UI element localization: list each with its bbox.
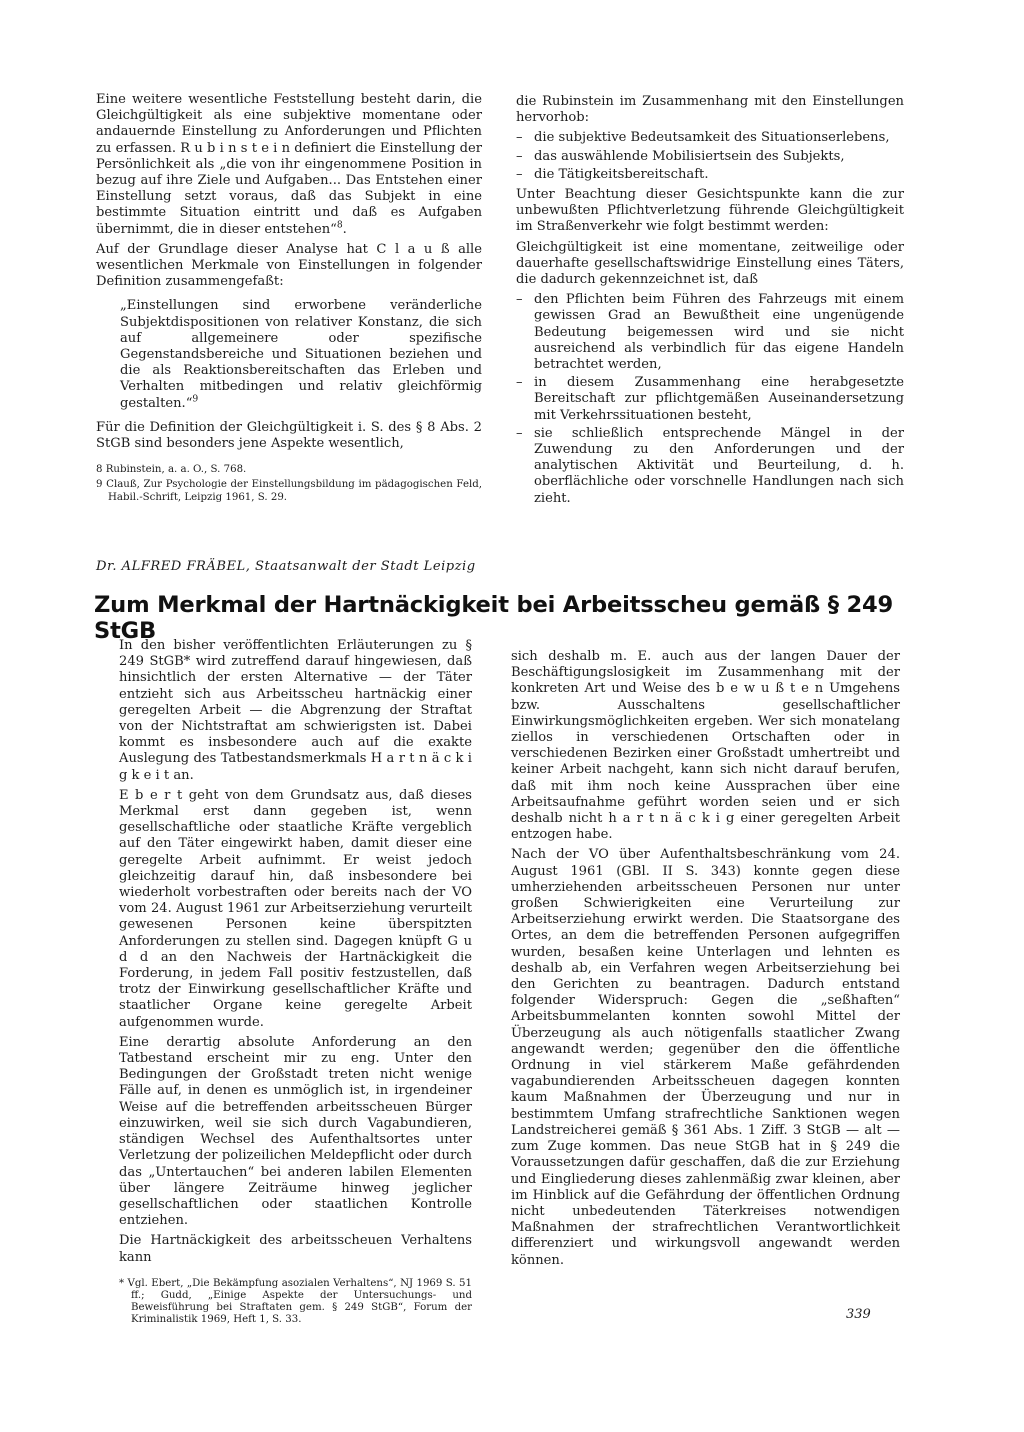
paragraph: Unter Beachtung dieser Gesichtspunkte kann die zur unbewußten Pflichtverletzung führende Gleichgültigkeit im Straßenverkehr wie folgt bestimmt werden: <box>516 187 904 235</box>
footnote: * Vgl. Ebert, „Die Bekämpfung asozialen Verhaltens“, NJ 1969 S. 51 ff.; Gudd, „Einige Aspekte der Untersuchungs- und Beweisführung bei Straftaten gem. § 249 StGB“, Forum der Kriminalistik 1969, Heft 1, S. 33. <box>119 1277 472 1326</box>
paragraph: In den bisher veröffentlichten Erläuterungen zu § 249 StGB* wird zutreffend darauf hingewiesen, daß hinsichtlich der ersten Alternative — der Täter entzieht sich aus Arbeitsscheu hartnäckig einer geregelten Arbeit — die Abgrenzung der Straftat von der Nichtstraftat am schwierigsten ist. Dabei kommt es insbesondere auch auf die exakte Auslegung des Tatbestandsmerkmals H a r t n ä c k i g k e i t an. <box>119 638 472 783</box>
list-item: – die Tätigkeitsbereitschaft. <box>516 167 904 183</box>
list-item: – in diesem Zusammenhang eine herabgesetzte Bereitschaft zur pflichtgemäßen Auseinandersetzung mit Verkehrssituationen besteht, <box>516 375 904 424</box>
page-number: 339 <box>846 1307 871 1322</box>
paragraph: Eine weitere wesentliche Feststellung besteht darin, die Gleichgültigkeit als eine subjektive momentane oder andauernde Einstellung zu Anforderungen und Pflichten zu erfassen. R u b i n s t e i n definiert die Einstellung der Persönlichkeit als „die von ihr eingenommene Position in bezug auf ihre Ziele und Aufgaben... Das Entstehen einer Einstellung setzt voraus, daß das Subjekt in eine bestimmte Situation eintritt und daß es Aufgaben übernimmt, die in dieser entstehen“$^8$. <box>96 92 482 237</box>
top-left-column <box>96 92 482 507</box>
paragraph: Eine derartig absolute Anforderung an den Tatbestand erscheint mir zu eng. Unter den Bedingungen der Großstadt treten nicht wenige Fälle auf, in denen es unmöglich ist, in irgendeiner Weise auf die betreffenden arbeitsscheuen Bürger einzuwirken, weil sie sich durch Vagabundieren, ständigen Wechsel des Aufenthaltsortes unter Verletzung der polizeilichen Meldepflicht oder durch das „Untertauchen“ bei anderen labilen Elementen über längere Zeiträume hinweg jeglicher gesellschaftlichen oder staatlichen Kontrolle entziehen. <box>119 1034 472 1229</box>
definition-quote: „Einstellungen sind erworbene veränderliche Subjektdispositionen von relativer Konstanz, die sich auf allgemeinere oder spezifische Gegenstandsbereiche und Situationen beziehen und die als Reaktionsbereitschaften das Erleben und Verhalten mitbedingen und relativ gleichförmig gestalten.“$^9$ <box>120 298 482 411</box>
aspect-list <box>516 130 904 183</box>
definition-list <box>516 292 904 507</box>
list-item: – den Pflichten beim Führen des Fahrzeugs mit einem gewissen Grad an Bewußtheit eine ungenügende Bedeutung beigemessen wird und sie nicht ausreichend als verbindlich für das eigene Handeln betrachtet werden, <box>516 292 904 373</box>
footnotes <box>96 464 482 504</box>
paragraph: die Rubinstein im Zusammenhang mit den Einstellungen hervorhob: <box>516 94 904 126</box>
footnote: 8 Rubinstein, a. a. O., S. 768. <box>96 464 247 476</box>
paragraph: E b e r t geht von dem Grundsatz aus, daß dieses Merkmal erst dann gegeben ist, wenn gesellschaftliche oder staatliche Kräfte vergeblich auf den Täter eingewirkt haben, damit dieser eine geregelte Arbeit aufnimmt. Er weist jedoch gleichzeitig darauf hin, daß insbesondere bei wiederholt vorbestraften oder bereits nach der VO vom 24. August 1961 zur Arbeitserziehung verurteilt gewesenen Personen keine überspitzten Anforderungen zu stellen sind. Dagegen knüpft G u d d an den Nachweis der Hartnäckigkeit die Forderung, in jedem Fall positiv festzustellen, daß trotz der Einwirkung gesellschaftlicher Kräfte und staatlicher Organe keine geregelte Arbeit aufgenommen wurde. <box>119 787 472 1030</box>
footnotes <box>119 1278 472 1327</box>
footnote: 9 Clauß, Zur Psychologie der Einstellungsbildung im pädagogischen Feld, Habil.-Schrift, Leipzig 1961, S. 29. <box>96 479 482 503</box>
bottom-left-column <box>119 638 472 1330</box>
top-right-column <box>516 94 904 511</box>
paragraph: Die Hartnäckigkeit des arbeitsscheuen Verhaltens kann <box>119 1233 472 1265</box>
list-item: – das auswählende Mobilisiertsein des Subjekts, <box>516 149 904 165</box>
list-item: – sie schließlich entsprechende Mängel in der Zuwendung zu den Anforderungen und der analytischen Aktivität und Beurteilung, d. h. oberflächliche oder vorschnelle Handlungen nach sich zieht. <box>516 426 904 507</box>
paragraph: Gleichgültigkeit ist eine momentane, zeitweilige oder dauerhafte gesellschaftswidrige Einstellung eines Täters, die dadurch gekennzeichnet ist, daß <box>516 239 904 288</box>
list-item: – die subjektive Bedeutsamkeit des Situationserlebens, <box>516 130 904 146</box>
paragraph: sich deshalb m. E. auch aus der langen Dauer der Beschäftigungslosigkeit im Zusammenhang mit der konkreten Art und Weise des b e w u ß t e n Umgehens bzw. Ausschaltens gesellschaftlicher Einwirkungsmöglichkeiten ergeben. Wer sich monatelang ziellos in verschiedenen Ortschaften oder in verschiedenen Bezirken einer Großstadt umhertreibt und keiner Arbeit nachgeht, kann sich nicht darauf berufen, daß mit ihm noch keine Aussprachen über eine Arbeitsaufnahme geführt worden seien und er sich deshalb nicht h a r t n ä c k i g einer geregelten Arbeit entzogen habe. <box>511 649 900 843</box>
paragraph: Auf der Grundlage dieser Analyse hat C l a u ß alle wesentlichen Merkmale von Einstellungen in folgender Definition zusammengefaßt: <box>96 241 482 290</box>
paragraph: Für die Definition der Gleichgültigkeit i. S. des § 8 Abs. 2 StGB sind besonders jene Aspekte wesentlich, <box>96 419 482 452</box>
author-line: Dr. ALFRED FRÄBEL, Staatsanwalt der Stadt Leipzig <box>96 559 476 574</box>
paragraph: Nach der VO über Aufenthaltsbeschränkung vom 24. August 1961 (GBl. II S. 343) konnte gegen diese umherziehenden arbeitsscheuen Personen nur unter großen Schwierigkeiten eine Verurteilung zur Arbeitserziehung erwirkt werden. Die Staatsorgane des Ortes, an dem die betreffenden Personen aufgegriffen wurden, besaßen keine Unterlagen und lehnten es deshalb ab, ein Verfahren wegen Arbeitserziehung bei den Gerichten zu beantragen. Dadurch entstand folgender Widerspruch: Gegen die „seßhaften“ Arbeitsbummelanten konnten sowohl Mittel der Überzeugung als auch nötigenfalls staatlicher Zwang angewandt werden; gegenüber den die öffentliche Ordnung in viel stärkerem Maße gefährdenden vagabundierenden Arbeitsscheuen dagegen konnten kaum Maßnahmen der Überzeugung und nur in bestimmtem Umfang strafrechtliche Sanktionen wegen Landstreicherei gemäß § 361 Abs. 1 Ziff. 3 StGB — alt — zum Zuge kommen. Das neue StGB hat in § 249 die Voraussetzungen dafür geschaffen, daß die zur Erziehung und Eingliederung dieses zahlenmäßig zwar kleinen, aber im Hinblick auf die Gefährdung der öffentlichen Ordnung nicht unbedeutenden Täterkreises notwendigen Maßnahmen der strafrechtlichen Verantwortlichkeit differenziert und wirkungsvoll angewandt werden können. <box>511 847 900 1268</box>
bottom-right-column <box>511 649 900 1273</box>
article-title: Zum Merkmal der Hartnäckigkeit bei Arbeitsscheu gemäß § 249 StGB <box>94 592 894 644</box>
footnote-ref: 9 <box>192 393 199 405</box>
footnote-ref: 8 <box>336 219 343 231</box>
